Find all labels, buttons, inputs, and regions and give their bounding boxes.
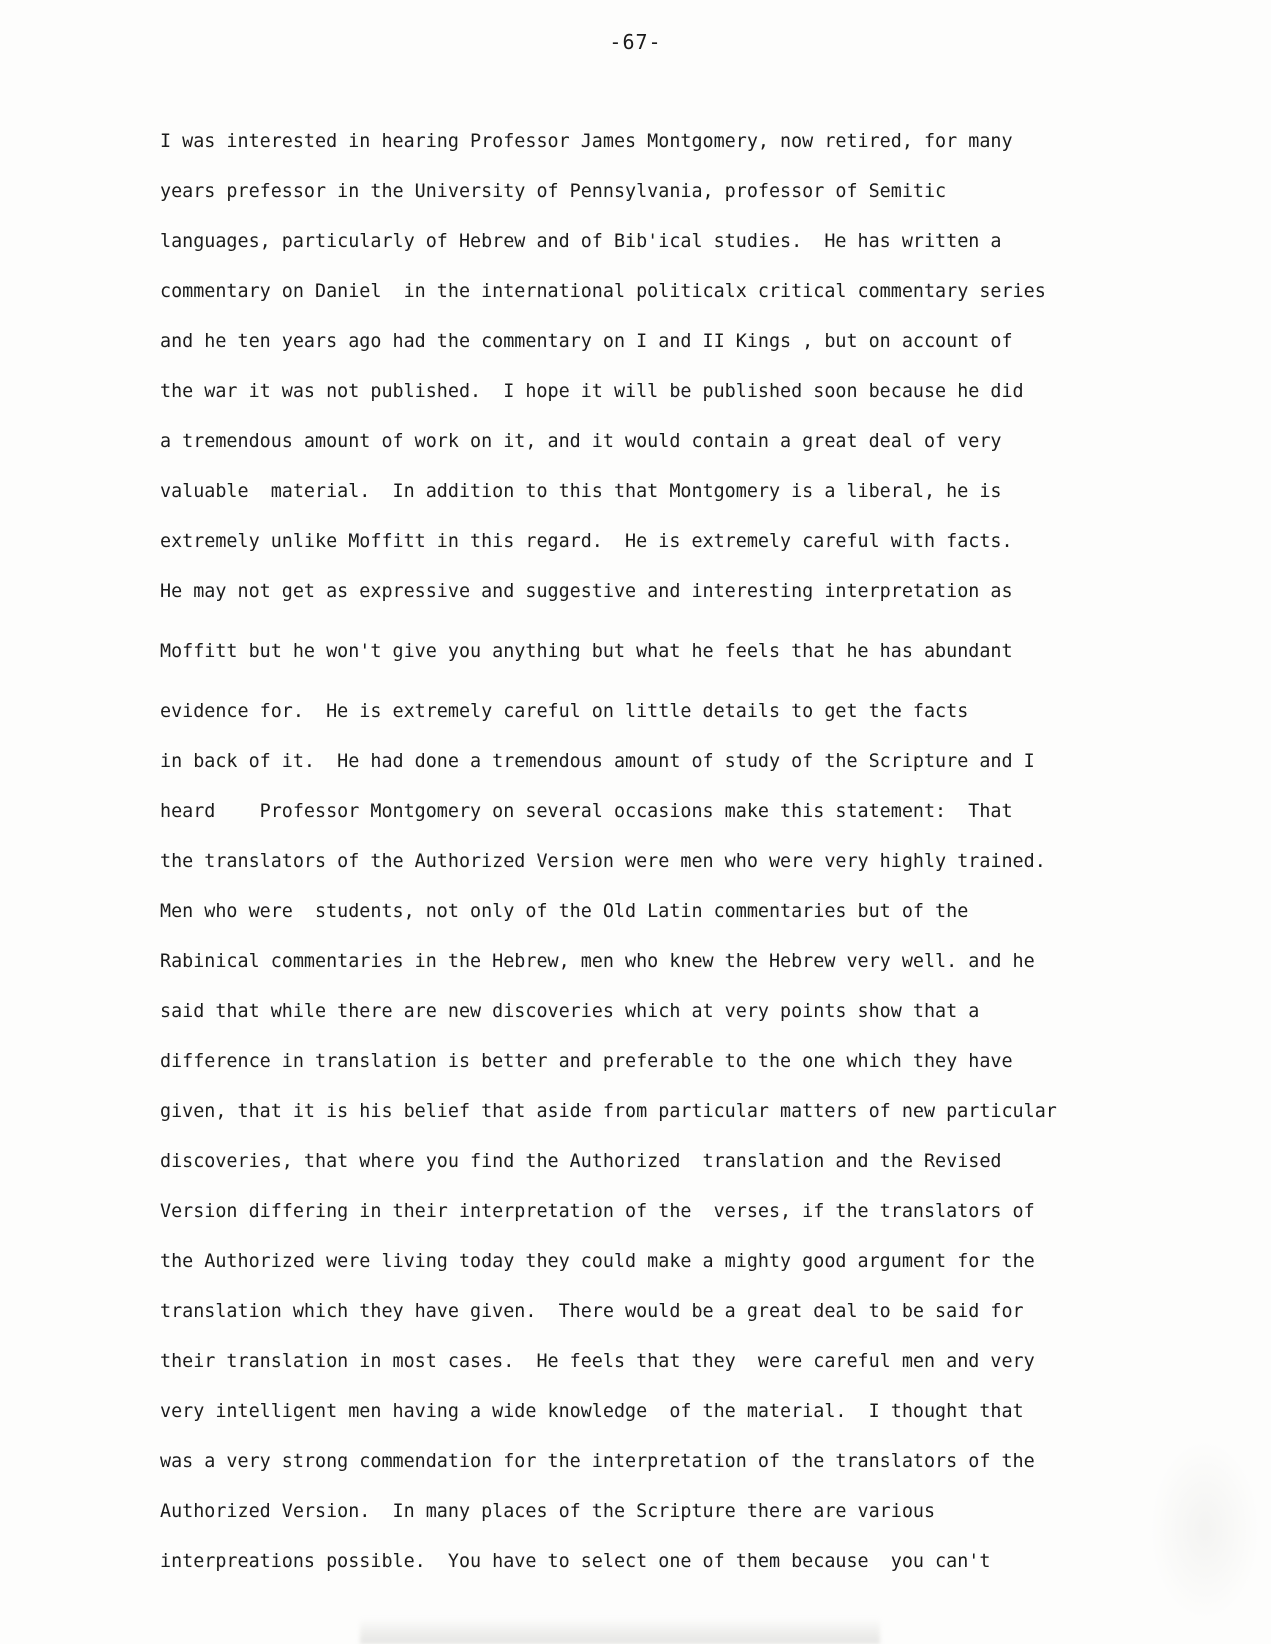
text-line: the Authorized were living today they could make a mighty good argument for the <box>160 1251 1035 1272</box>
text-line: Moffitt but he won't give you anything but what he feels that he has abundant <box>160 641 1013 662</box>
text-line: their translation in most cases. He feels that they were careful men and very <box>160 1351 1035 1372</box>
text-line: a tremendous amount of work on it, and it would contain a great deal of very <box>160 431 1002 452</box>
text-line: Men who were students, not only of the Old Latin commentaries but of the <box>160 901 969 922</box>
text-line: heard Professor Montgomery on several occasions make this statement: That <box>160 801 1013 822</box>
text-line: translation which they have given. There would be a great deal to be said for <box>160 1301 1024 1322</box>
text-line: discoveries, that where you find the Authorized translation and the Revised <box>160 1151 1002 1172</box>
text-line: evidence for. He is extremely careful on little details to get the facts <box>160 701 969 722</box>
text-line: commentary on Daniel in the international politicalx critical commentary series <box>160 281 1046 302</box>
text-line: given, that it is his belief that aside from particular matters of new particular <box>160 1101 1057 1122</box>
text-line: years prefessor in the University of Pennsylvania, professor of Semitic <box>160 181 947 202</box>
text-line: interpreations possible. You have to select one of them because you can't <box>160 1551 991 1572</box>
text-line: and he ten years ago had the commentary on I and II Kings , but on account of <box>160 331 1013 352</box>
scan-smudge <box>1150 1440 1260 1620</box>
text-line: the translators of the Authorized Version were men who were very highly trained. <box>160 851 1046 872</box>
text-line: extremely unlike Moffitt in this regard. He is extremely careful with facts. <box>160 531 1013 552</box>
text-line: the war it was not published. I hope it will be published soon because he did <box>160 381 1024 402</box>
text-line: in back of it. He had done a tremendous amount of study of the Scripture and I <box>160 751 1035 772</box>
text-line: very intelligent men having a wide knowledge of the material. I thought that <box>160 1401 1024 1422</box>
body-text <box>160 128 1170 1598</box>
page-number: -67- <box>609 30 662 54</box>
scan-smudge <box>360 1618 880 1644</box>
text-line: said that while there are new discoveries which at very points show that a <box>160 1001 980 1022</box>
text-line: Rabinical commentaries in the Hebrew, men who knew the Hebrew very well. and he <box>160 951 1035 972</box>
text-line: Authorized Version. In many places of the Scripture there are various <box>160 1501 936 1522</box>
text-line: He may not get as expressive and suggestive and interesting interpretation as <box>160 581 1013 602</box>
text-line: languages, particularly of Hebrew and of Bib'ical studies. He has written a <box>160 231 1002 252</box>
text-line: was a very strong commendation for the interpretation of the translators of the <box>160 1451 1035 1472</box>
text-line: difference in translation is better and preferable to the one which they have <box>160 1051 1013 1072</box>
text-line: Version differing in their interpretation of the verses, if the translators of <box>160 1201 1035 1222</box>
text-line: I was interested in hearing Professor James Montgomery, now retired, for many <box>160 131 1013 152</box>
text-line: valuable material. In addition to this that Montgomery is a liberal, he is <box>160 481 1002 502</box>
